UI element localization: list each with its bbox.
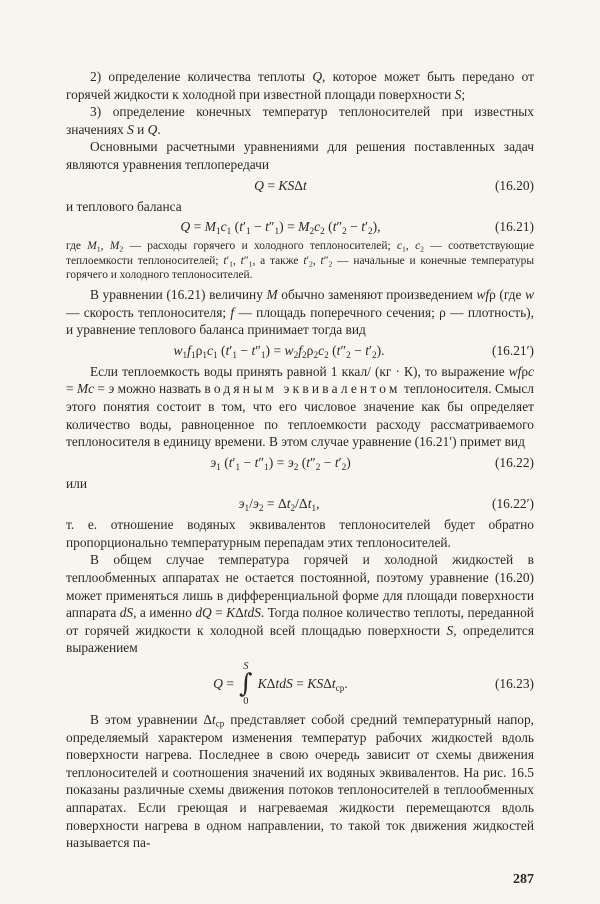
equation-16-21 [66,219,534,235]
para-or-label: или [66,475,88,491]
equation-16-22-prime-body: $э_1/э_2 = \Delta t_2/\Delta t_1$, [238,496,320,514]
equation-16-23 [66,661,534,707]
para-substitution: В уравнении (16.21) величину M обычно заменяют произведением wfρ (где w — скорость теплоносителя; f — площадь поперечного сечения; ρ — плотность), и уравнение теплового баланса принимает тогда вид [66,286,534,338]
para-ratio-conclusion: т. е. отношение водяных эквивалентов теплоносителей будет обратно пропорционально температурным перепадам этих теплоносителей. [66,517,534,550]
equation-16-20-number: (16.20) [494,177,534,193]
list-item-2: 2) определение количества теплоты Q, которое может быть передано от горячей жидкости к холодной при известной площади поверхности S; [66,69,534,102]
equation-16-23-rhs: KΔtdS = KSΔt$_{ср}$. [257,676,348,693]
para-general-case: В общем случае температура горячей и холодной жидкостей в теплообменных аппаратах не остается постоянной, поэтому уравнение (16.20) может применяться лишь в дифференциальной форме для площади поверхности аппарата dS, а именно dQ = KΔtdS. Тогда полное количество теплоты, переданной от горячей жидкости к холодной всей площадью поверхности S, определится выражением [66,552,534,656]
equation-16-21-number: (16.21) [494,219,534,235]
para-water-equivalent: Если теплоемкость воды принять равной 1 ккал/ (кг · К), то выражение wfρc = Mc = э можно назвать водяным эквивалентом теплоносителя. Смысл этого понятия состоит в том, что его числовое значение как бы определяет количество воды, равноценное по теплоемкости расходу рассматриваемого теплоносителя в единицу времени. В этом случае уравнение (16.21′) примет вид [66,363,534,450]
equation-16-22-body: $э_1$ $(t'_1 - t''_1) = э_2$ $(t''_2 - t'_2)$ [210,454,351,472]
equation-16-20-body: Q = KSΔt [254,177,307,193]
equation-16-22-prime [66,496,534,512]
equation-16-21-body: $Q = M_1c_1$ $(t'_1 - t''_1) = M_2c_2$ $(t''_2 - t'_2)$, [180,219,381,236]
equation-16-23-body [66,661,495,707]
para-main-equations: Основными расчетными уравнениями для решения поставленных задач являются уравнения теплопередачи [66,139,534,172]
integral-lower-limit: 0 [243,696,249,708]
para-variable-definitions: где $M_1$, $M_2$ — расходы горячего и холодного теплоносителей; $c_1$, $c_2$ — соответствующие теплоемкости теплоносителей; $t'_1$, $t''_1$, а также $t'_2$, $t''_2$ — начальные и конечные температуры горячего и холодного теплоносителей. [66,240,534,282]
integral-sign: ∫ [239,669,253,700]
equation-16-20 [66,178,534,194]
equation-16-22-number: (16.22) [494,454,534,470]
para-mean-temperature: В этом уравнении $\Delta t_{ср}$ представляет собой средний температурный напор, определяемый характером изменения температур рабочих жидкостей вдоль поверхности нагрева. Последнее в свою очередь зависит от схемы движения теплоносителей и соотношения значений их водяных эквивалентов. На рис. 16.5 показаны различные схемы движения потоков теплоносителей в теплообменных аппаратах. Если греющая и нагреваемая жидкости перемещаются вдоль поверхности нагрева в одном направлении, то такой ток движения жидкостей называется па- [66,712,535,851]
integral-construct [239,661,253,707]
equation-16-22 [66,455,534,471]
equation-16-21-prime-number: (16.21′) [492,342,534,358]
integral-upper-limit: S [243,661,249,673]
equation-16-23-lhs: Q = [213,676,235,692]
para-heat-balance-label: и теплового баланса [66,198,182,214]
equation-16-23-number: (16.23) [494,676,534,692]
equation-16-22-prime-number: (16.22′) [492,496,534,512]
list-item-3: 3) определение конечных температур теплоносителей при известных значениях S и Q. [66,104,534,137]
equation-16-21-prime [66,343,534,359]
equation-16-21-prime-body: $w_1f_1\rho_1c_1$ $(t'_1 - t''_1) = w_2f_2\rho_2c_2$ $(t''_2 - t'_2)$. [173,342,385,360]
page-number: 287 [513,872,534,887]
equation-16-23-expression [213,661,348,707]
